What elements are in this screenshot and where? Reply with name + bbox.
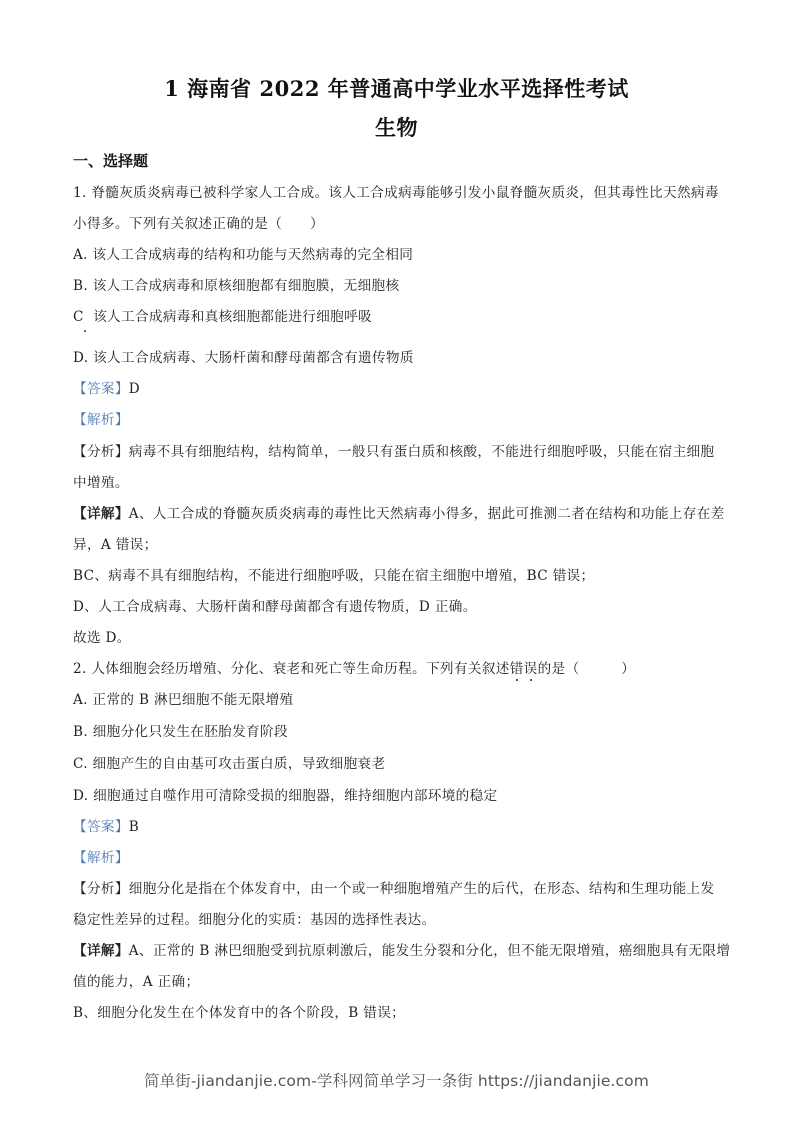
q1-option-b bbox=[73, 277, 399, 295]
option-text: 该人工合成病毒、大肠杆菌和酵母菌都含有遗传物质 bbox=[93, 350, 414, 366]
q2-fenxi-line2: 稳定性差异的过程。细胞分化的实质：基因的选择性表达。 bbox=[73, 912, 436, 928]
option-label: B. bbox=[73, 278, 89, 294]
xiangjie-tag: 【详解】 bbox=[73, 943, 129, 959]
xiangjie-text: A、正常的 B 淋巴细胞受到抗原刺激后，能发生分裂和分化，但不能无限增殖，癌细胞具有无限增 bbox=[128, 943, 731, 959]
q2-option-d bbox=[73, 787, 497, 805]
fenxi-text: 细胞分化是指在个体发育中，由一个或一种细胞增殖产生的后代，在形态、结构和生理功能上发 bbox=[128, 881, 715, 897]
option-label: A. bbox=[73, 692, 88, 708]
page-title: 1 海南省 2022 年普通高中学业水平选择性考试 bbox=[164, 76, 629, 101]
q1-fenxi-line1 bbox=[73, 443, 714, 461]
q1-conclusion: 故选 D。 bbox=[73, 630, 131, 646]
option-text: 细胞通过自噬作用可清除受损的细胞器，维持细胞内部环境的稳定 bbox=[93, 788, 498, 804]
q1-option-d bbox=[73, 349, 414, 367]
q1-option-a bbox=[73, 246, 413, 264]
q1-option-c bbox=[73, 308, 372, 326]
xiangjie-tag: 【详解】 bbox=[73, 506, 129, 522]
q2-xiangjie-line2: 值的能力，A 正确； bbox=[73, 974, 200, 990]
option-label: D. bbox=[73, 350, 89, 366]
section-heading: 一、选择题 bbox=[73, 152, 149, 170]
option-label: A. bbox=[73, 247, 88, 263]
q2-option-c bbox=[73, 755, 385, 773]
q1-analysis-tag: 【解析】 bbox=[73, 412, 129, 428]
q2-stem bbox=[73, 660, 635, 678]
answer-value: D bbox=[128, 381, 141, 397]
option-label: D. bbox=[73, 788, 89, 804]
q1-xiangjie-line4: D、人工合成病毒、大肠杆菌和酵母菌都含有遗传物质，D 正确。 bbox=[73, 599, 477, 615]
q1-answer bbox=[73, 380, 140, 398]
q1-stem-line1: 1. 脊髓灰质炎病毒已被科学家人工合成。该人工合成病毒能够引发小鼠脊髓灰质炎，但其毒性比天然病毒 bbox=[73, 185, 719, 201]
option-text: 细胞产生的自由基可攻击蛋白质，导致细胞衰老 bbox=[92, 756, 386, 772]
footer-watermark: 简单街-jiandanjie.com-学科网简单学习一条街 https://jiandanjie.com bbox=[144, 1072, 649, 1090]
option-text: 该人工合成病毒的结构和功能与天然病毒的完全相同 bbox=[92, 247, 414, 263]
option-text: 该人工合成病毒和原核细胞都有细胞膜，无细胞核 bbox=[92, 278, 400, 294]
option-text: 正常的 B 淋巴细胞不能无限增殖 bbox=[92, 692, 294, 708]
xiangjie-text: A、人工合成的脊髓灰质炎病毒的毒性比天然病毒小得多，据此可推测二者在结构和功能上存在差 bbox=[128, 506, 725, 522]
q2-analysis-tag: 【解析】 bbox=[73, 850, 129, 866]
option-text: 细胞分化只发生在胚胎发育阶段 bbox=[92, 724, 288, 740]
page-subtitle: 生物 bbox=[375, 115, 418, 140]
q2-option-b bbox=[73, 723, 288, 741]
q1-xiangjie-line3: BC、病毒不具有细胞结构，不能进行细胞呼吸，只能在宿主细胞中增殖，BC 错误； bbox=[73, 568, 595, 584]
q1-xiangjie-line2: 异，A 错误； bbox=[73, 537, 158, 553]
q1-fenxi-line2: 中增殖。 bbox=[73, 475, 129, 491]
q2-option-a bbox=[73, 691, 293, 709]
fenxi-tag: 【分析】 bbox=[73, 444, 129, 460]
q2-xiangjie-line1 bbox=[73, 942, 730, 960]
q2-answer bbox=[73, 818, 139, 836]
answer-value: B bbox=[128, 819, 140, 835]
option-label: B. bbox=[73, 724, 89, 740]
emphasized-char: 错 bbox=[509, 661, 524, 677]
option-label: C bbox=[73, 309, 84, 325]
stray-period-mark bbox=[84, 330, 86, 332]
q1-stem-line2: 小得多。下列有关叙述正确的是（ ） bbox=[73, 216, 324, 232]
stem-prefix: 2. 人体细胞会经历增殖、分化、衰老和死亡等生命历程。下列有关叙述 bbox=[73, 661, 510, 677]
emphasized-char: 误 bbox=[523, 661, 538, 677]
stem-suffix: 的是（ ） bbox=[537, 661, 636, 677]
fenxi-tag: 【分析】 bbox=[73, 881, 129, 897]
fenxi-text: 病毒不具有细胞结构，结构简单，一般只有蛋白质和核酸，不能进行细胞呼吸，只能在宿主细胞 bbox=[128, 444, 715, 460]
q1-xiangjie-line1 bbox=[73, 505, 725, 523]
option-text: 该人工合成病毒和真核细胞都能进行细胞呼吸 bbox=[93, 309, 372, 325]
q2-fenxi-line1 bbox=[73, 880, 714, 898]
answer-tag: 【答案】 bbox=[73, 381, 129, 397]
q2-xiangjie-line3: B、细胞分化发生在个体发育中的各个阶段，B 错误； bbox=[73, 1005, 406, 1021]
option-label: C. bbox=[73, 756, 88, 772]
answer-tag: 【答案】 bbox=[73, 819, 129, 835]
